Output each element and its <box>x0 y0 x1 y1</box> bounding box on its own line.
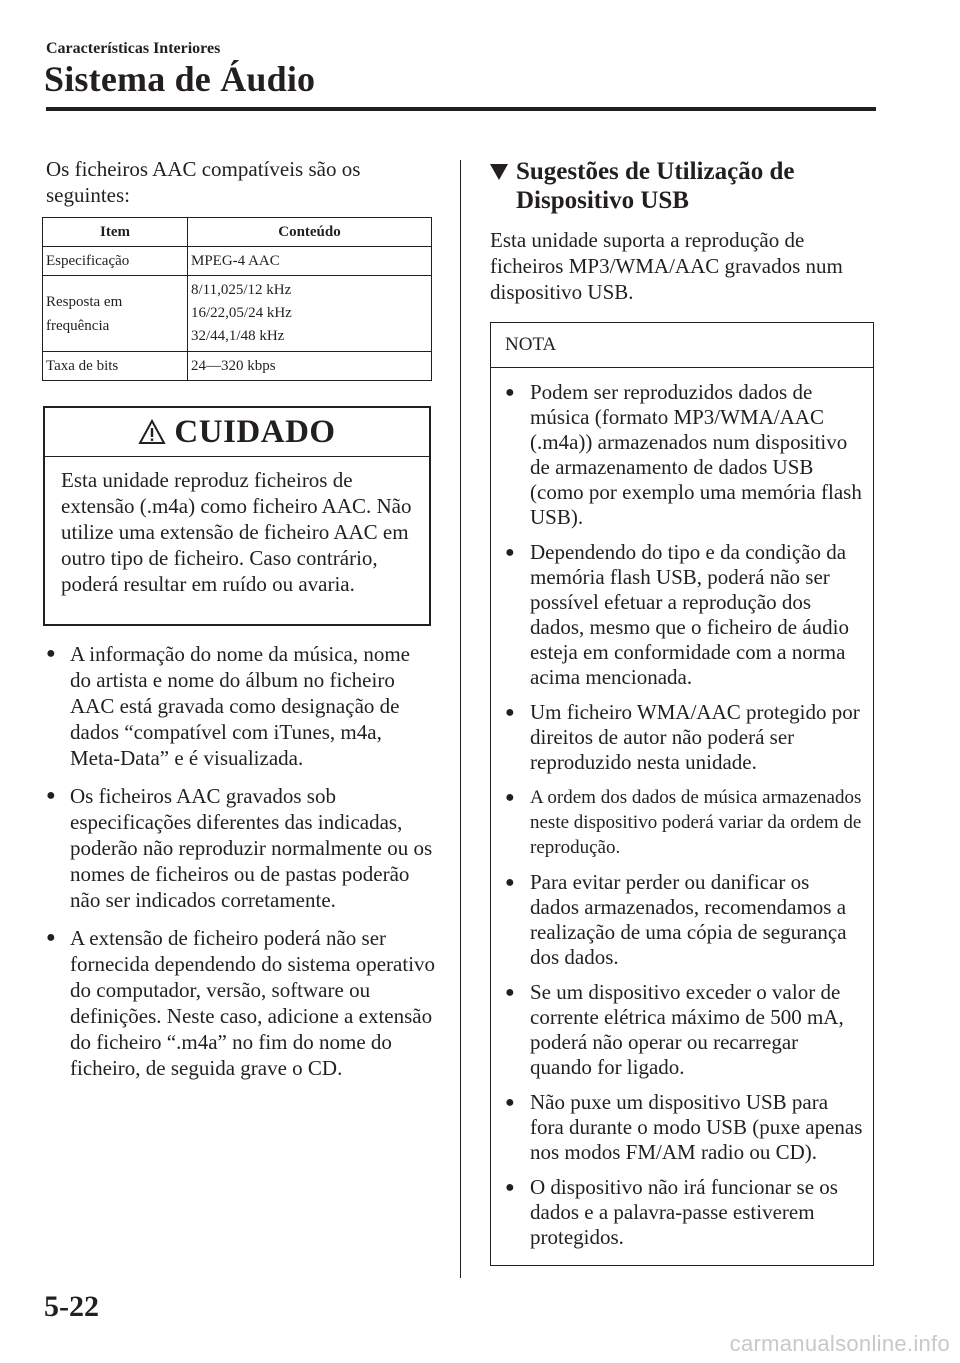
bullet-icon: ● <box>46 787 56 804</box>
list-item-text: Se um dispositivo exceder o valor de corrente elétrica máximo de 500 mA, poderá não operar ou recarregar quando for ligado. <box>530 980 844 1079</box>
list-item <box>46 783 436 913</box>
table-cell: 24—320 kbps <box>188 352 432 381</box>
table-row <box>43 276 432 352</box>
warning-icon <box>138 419 166 445</box>
list-item-text: Dependendo do tipo e da condição da memória flash USB, poderá não ser possível efetuar a reprodução dos dados, mesmo que o ficheiro de áudio esteja em conformidade com a norma acima mencionada. <box>530 540 849 689</box>
table-cell: Taxa de bits <box>43 352 188 381</box>
bullet-icon: ● <box>46 645 56 662</box>
table-cell: Especificação <box>43 247 188 276</box>
list-item-text: Não puxe um dispositivo USB para fora durante o modo USB (puxe apenas nos modos FM/AM radio ou CD). <box>530 1090 863 1164</box>
note-list <box>491 368 873 1250</box>
list-item <box>505 1090 863 1165</box>
list-item <box>46 641 436 771</box>
left-column <box>46 156 434 208</box>
list-item-text: Podem ser reproduzidos dados de música (formato MP3/WMA/AAC (.m4a)) armazenados num dispositivo de armazenamento de dados USB (como por exemplo uma memória flash USB). <box>530 380 862 529</box>
list-item <box>505 1175 863 1250</box>
bullet-icon: ● <box>505 874 515 891</box>
caution-title: CUIDADO <box>174 413 336 450</box>
list-item <box>505 380 863 530</box>
page-title: Sistema de Áudio <box>44 59 316 99</box>
table-header-content: Conteúdo <box>188 218 432 247</box>
table-cell: MPEG-4 AAC <box>188 247 432 276</box>
list-item-text: Para evitar perder ou danificar os dados armazenados, recomendamos a realização de uma cópia de segurança dos dados. <box>530 870 847 969</box>
bullet-icon: ● <box>505 1179 515 1196</box>
section-label: Características Interiores <box>46 40 221 57</box>
list-item-text: Os ficheiros AAC gravados sob especificações diferentes das indicadas, poderão não reproduzir normalmente ou os nomes de ficheiros ou de pastas poderão não ser indicados corretamente. <box>70 784 433 912</box>
usb-section-heading <box>490 157 870 215</box>
list-item <box>505 870 863 970</box>
bullet-icon: ● <box>505 1094 515 1111</box>
bullet-icon: ● <box>46 929 56 946</box>
column-divider <box>460 160 461 1278</box>
aac-intro: Os ficheiros AAC compatíveis são os seguintes: <box>46 157 361 207</box>
note-title: NOTA <box>491 323 873 368</box>
list-item-text: A informação do nome da música, nome do artista e nome do álbum no ficheiro AAC está gravada como designação de dados “compatível com iTunes, m4a, Meta-Data” e é visualizada. <box>70 642 410 770</box>
bullet-icon: ● <box>505 984 515 1001</box>
caution-header <box>45 408 429 457</box>
table-row <box>43 352 432 381</box>
aac-spec-table <box>42 217 432 381</box>
table-cell: Resposta em frequência <box>43 276 188 352</box>
header-rule <box>46 107 876 111</box>
table-header-row <box>43 218 432 247</box>
list-item <box>46 925 436 1081</box>
list-item-text: A ordem dos dados de música armazenados neste dispositivo poderá variar da ordem de reprodução. <box>530 787 862 858</box>
table-cell: 8/11,025/12 kHz 16/22,05/24 kHz 32/44,1/48 kHz <box>188 276 432 352</box>
page-number: 5-22 <box>44 1290 99 1323</box>
list-item <box>505 785 863 860</box>
aac-notes-list <box>46 641 436 1093</box>
list-item <box>505 540 863 690</box>
bullet-icon: ● <box>505 544 515 561</box>
usb-intro: Esta unidade suporta a reprodução de ficheiros MP3/WMA/AAC gravados num dispositivo USB. <box>490 228 843 304</box>
bullet-icon: ● <box>505 789 515 806</box>
note-box <box>490 322 874 1266</box>
watermark: carmanualsonline.info <box>729 1331 950 1356</box>
usb-heading-text: Sugestões de Utilização de Dispositivo USB <box>516 158 795 214</box>
caution-text: Esta unidade reproduz ficheiros de extensão (.m4a) como ficheiro AAC. Não utilize uma extensão de ficheiro AAC em outro tipo de ficheiro. Caso contrário, poderá resultar em ruído ou avaria. <box>61 468 412 596</box>
triangle-down-icon <box>490 163 508 181</box>
list-item-text: O dispositivo não irá funcionar se os dados e a palavra-passe estiverem protegidos. <box>530 1175 838 1249</box>
list-item <box>505 980 863 1080</box>
list-item-text: Um ficheiro WMA/AAC protegido por direitos de autor não poderá ser reproduzido nesta unidade. <box>530 700 860 774</box>
table-header-item: Item <box>43 218 188 247</box>
caution-box <box>43 406 431 626</box>
list-item-text: A extensão de ficheiro poderá não ser fornecida dependendo do sistema operativo do computador, versão, software ou definições. Neste caso, adicione a extensão do ficheiro “.m4a” no fim do nome do ficheiro, de seguida grave o CD. <box>70 926 436 1080</box>
table-row <box>43 247 432 276</box>
list-item <box>505 700 863 775</box>
bullet-icon: ● <box>505 384 515 401</box>
bullet-icon: ● <box>505 704 515 721</box>
